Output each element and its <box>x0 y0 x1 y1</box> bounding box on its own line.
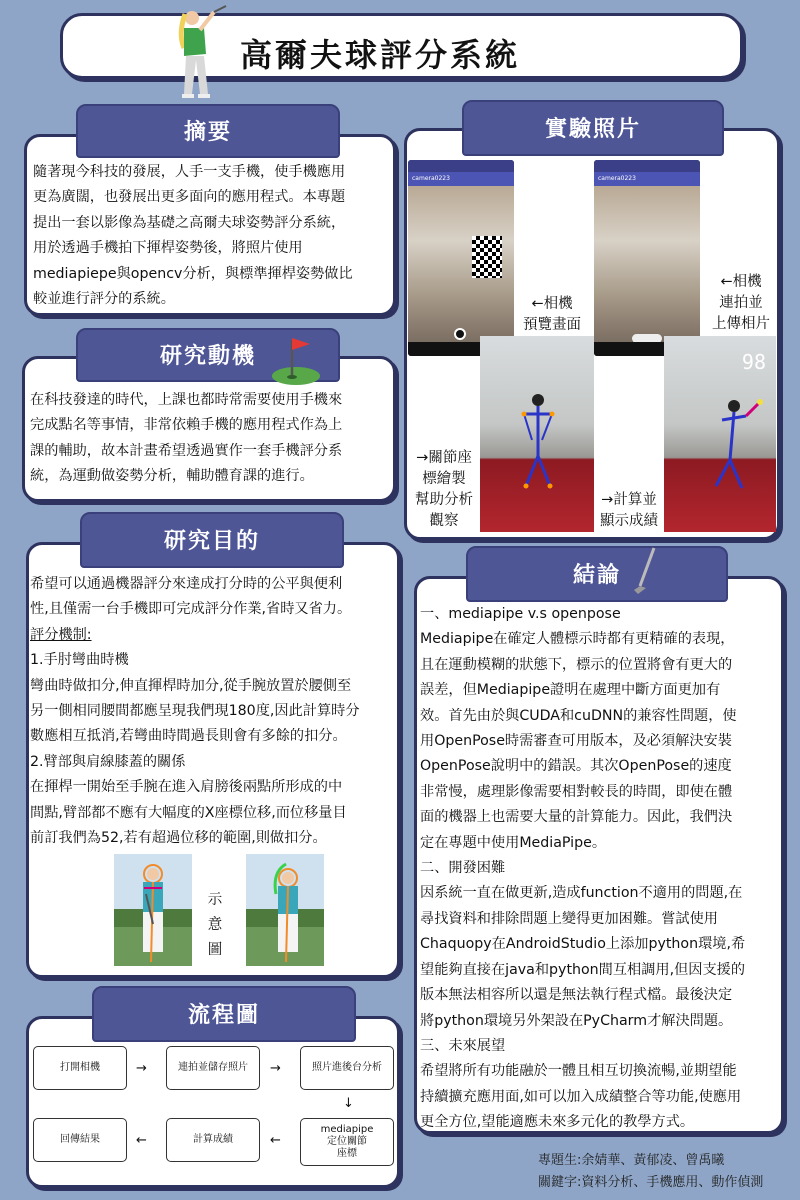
motivation-text: 在科技發達的時代，上課也都時常需要使用手機來 完成點名等事情，非常依賴手機的應用程式作為上 課的輔助，故本計畫希望透過實作一套手機評分系 統，為運動做姿勢分析，輔助體育課的進行。 <box>30 392 343 485</box>
posture-diagram-right <box>246 854 324 966</box>
conclusion-heading: 結論 <box>466 546 728 602</box>
caption-score: →計算並 顯示成績 <box>600 492 658 529</box>
purpose-heading: 研究目的 <box>80 512 344 568</box>
flow-node-shoot-save: 連拍並儲存照片 <box>166 1046 260 1090</box>
conclusion-text: 一、mediapipe v.s openpose Mediapipe在確定人體標示時都有更精確的表現， 且在運動模糊的狀態下，標示的位置將會有更大的 誤差，但Mediapipe證明在處理中斷方面更加有 效。首先由於與CUDA和cuDNN的兼容性問題，使 用OpenPose時需審查可用版本，及必須解決安裝 OpenPose說明中的錯誤。其次OpenPose的速度 非常慢，處理影像需要相對較長的時間，即使在體 面的機器上也需要大量的計算能力。因此，我們決 定在專題中使用MediaPipe。 二、開發困難 因系統一直在做更新,造成function不適用的問題,在 尋找資料和排除問題上變得更加困難。嘗試使用 Chaquopy在AndroidStudio上添加python環境,希 望能夠直接在java和python間互相調用,但因支援的 版本無法相容所以還是無法執行程式檔。最後決定 將python環境另外架設在PyCharm才解決問題。 三、未來展望 希望將所有功能融於一體且相互切換流暢,並期望能 持續擴充應用面,如可以加入成績整合等功能,使應用 更全方位,望能適應未來多元化的教學方式。 <box>420 606 746 1131</box>
motivation-heading: 研究動機 <box>76 328 340 382</box>
flow-arrow: → <box>270 1061 281 1076</box>
flow-node-upload: 照片進後台分析 <box>300 1046 394 1090</box>
keywords: 關鍵字:資料分析、手機應用、動作偵測 <box>538 1175 764 1190</box>
golf-club-icon <box>630 546 660 596</box>
flow-node-open-camera: 打開相機 <box>33 1046 127 1090</box>
golfer-illustration <box>170 4 230 100</box>
diagram-caption: 示 意 圖 <box>207 892 223 958</box>
flow-arrow: ← <box>136 1133 147 1148</box>
abstract-heading: 摘要 <box>76 104 340 158</box>
phone-screenshot-preview: camera0223 <box>408 160 514 356</box>
flow-node-return: 回傳結果 <box>33 1118 127 1162</box>
footer <box>538 1150 763 1194</box>
golf-flag-icon <box>270 332 322 386</box>
flow-node-compute: 計算成績 <box>166 1118 260 1162</box>
posture-diagram-left <box>114 854 192 966</box>
score-value: 98 <box>741 350 766 374</box>
caption-joints: →關節座 標繪製 幫助分析 觀察 <box>415 450 473 529</box>
purpose-text: 希望可以通過機器評分來達成打分時的公平與便利 性,且僅需一台手機即可完成評分作業,省時又省力。 評分機制: 1.手肘彎曲時機 彎曲時做扣分,伸直揮桿時加分,從手腕放置於腰側至 另一側相同腰間都應呈現我們現180度,因此計算時分 數應相互抵消,若彎曲時間過長則會有多餘的扣分。 2.臂部與肩線膝蓋的關係 在揮桿一開始至手腕在進入肩膀後兩點所形成的中 間點,臂部都不應有大幅度的X座標位移,而位移量目 前訂我們為52,若有超過位移的範圍,則做扣分。 <box>30 576 360 847</box>
phone-screenshot-burst: camera0223 <box>594 160 700 356</box>
score-photo <box>664 336 776 532</box>
flow-node-mediapipe: mediapipe 定位關節 座標 <box>300 1118 394 1166</box>
caption-preview: ←相機 預覽畫面 <box>523 296 581 333</box>
abstract-text: 隨著現今科技的發展，人手一支手機，使手機應用 更為廣闊，也發展出更多面向的應用程式。本專題 提出一套以影像為基礎之高爾夫球姿勢評分系統， 用於透過手機拍下揮桿姿勢後，將照片使用 mediapiepe與opencv分析，與標準揮桿姿勢做比 較並進行評分的系統。 <box>33 164 353 308</box>
photos-heading: 實驗照片 <box>462 100 724 156</box>
flow-arrow: ↓ <box>343 1096 354 1111</box>
flow-arrow: → <box>136 1061 147 1076</box>
flow-arrow: ← <box>270 1133 281 1148</box>
students: 專題生:余婧華、黃郁凌、曾禹曦 <box>538 1153 725 1168</box>
page-title: 高爾夫球評分系統 <box>240 36 521 74</box>
joint-annotation-photo <box>480 336 594 532</box>
flowchart-heading: 流程圖 <box>92 986 356 1042</box>
caption-burst: ←相機 連拍並 上傳相片 <box>712 274 770 332</box>
